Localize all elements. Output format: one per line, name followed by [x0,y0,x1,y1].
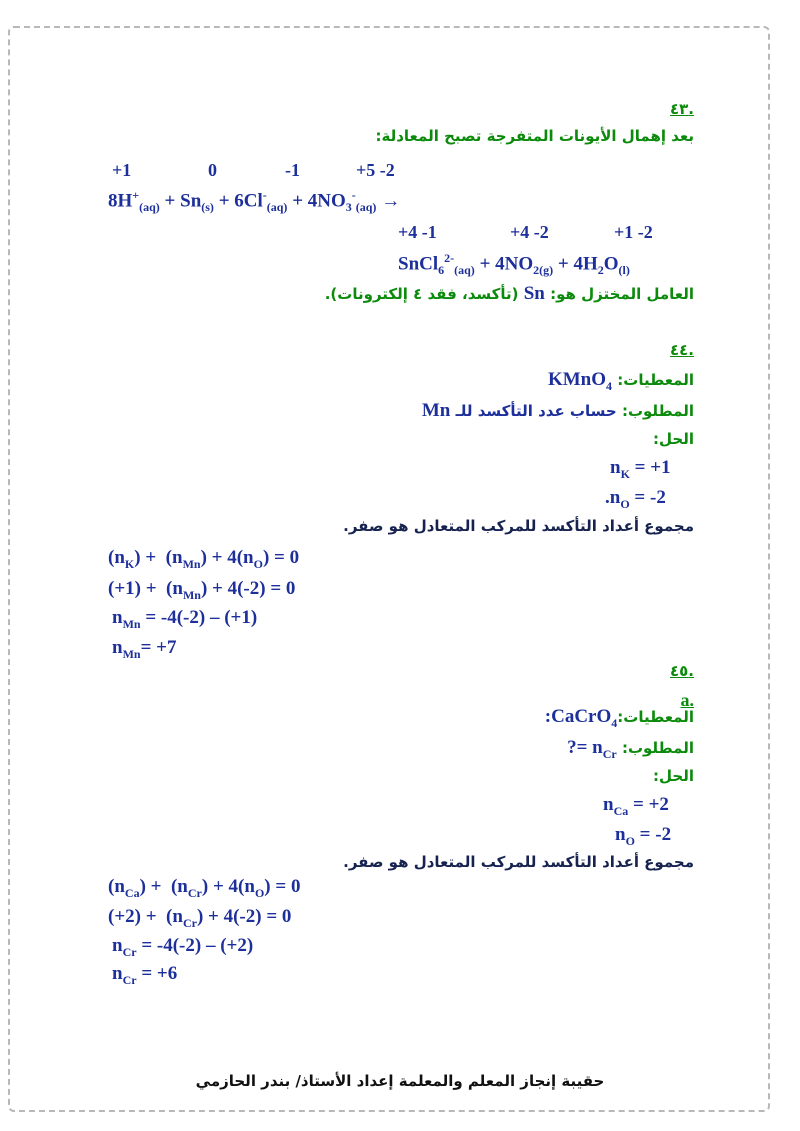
q44-step4: $n_{Mn}= +7$ [112,637,177,661]
ox-sn: 0 [208,160,217,180]
ox-cl: -1 [285,160,300,180]
q44-nk: $n_K = +1$ [610,457,671,481]
q45-rule: مجموع أعداد التأكسد للمركب المتعادل هو صفر. [343,853,694,871]
q44-required: المطلوب: حساب عدد التأكسد للـ Mn [421,400,694,421]
q44-step1: $(n_K) + (n_{Mn}) + 4(n_O) = 0$ [108,547,300,571]
ox-no2: +4 -2 [510,222,549,242]
ox-h2o: +1 -2 [614,222,653,242]
q45-step2: $(+2) + (n_{Cr}) + 4(-2) = 0$ [108,906,292,930]
q45-given: المعطيات:CaCrO$_4$: [544,706,694,730]
q44-step3: $n_{Mn} = -4(-2) - (+1)$ [112,607,258,631]
q45-no: $n_O = -2$ [615,824,672,848]
footer: حقيبة إنجاز المعلم والمعلمة إعداد الأستاذ/ بندر الحازمي [195,1072,605,1090]
ox-h: +1 [112,160,132,180]
q45-solution-label: الحل: [653,767,694,785]
equation-reactants: $8H^+_{(aq)} + Sn_{(s)} + 6Cl^-_{(aq)} + 4NO_3^-_{(aq)}$ → [108,188,401,215]
q45-nca: $n_{Ca} = +2$ [603,794,669,818]
q45-step3: $n_{Cr} = -4(-2) - (+2)$ [112,935,254,959]
q44-given: المعطيات: KMnO$_4$ [547,369,694,393]
question-43-number: .٤٣ [669,100,694,118]
question-45-number: .٤٥ [669,662,694,680]
question-44-number: .٤٤ [669,341,694,359]
equation-products: SnCl$_6^{2-}_{(aq)}$ + $4NO_{2(g)} + 4H_2O_{(l)}$ [398,251,630,278]
q44-solution-label: الحل: [653,430,694,448]
q44-step2: $(+1) + (n_{Mn}) + 4(-2) = 0$ [108,578,296,602]
q44-no: $.n_O = -2$ [605,487,666,511]
q43-intro: بعد إهمال الأيونات المتفرجة تصبح المعادلة: [375,127,694,145]
q45-step4: $n_{Cr} = +6$ [112,963,178,987]
ox-sncl6: +4 -1 [398,222,437,242]
ox-no3: +5 -2 [356,160,395,180]
q44-rule: مجموع أعداد التأكسد للمركب المتعادل هو صفر. [343,517,694,535]
q45-part-a: .a [680,690,694,710]
q45-required: المطلوب: $n_{Cr}$ =? [567,737,694,761]
q45-step1: $(n_{Ca}) + (n_{Cr}) + 4(n_O) = 0$ [108,876,301,900]
q43-result: العامل المختزل هو: Sn (تأكسد، فقد ٤ إلكترونات). [324,283,694,304]
